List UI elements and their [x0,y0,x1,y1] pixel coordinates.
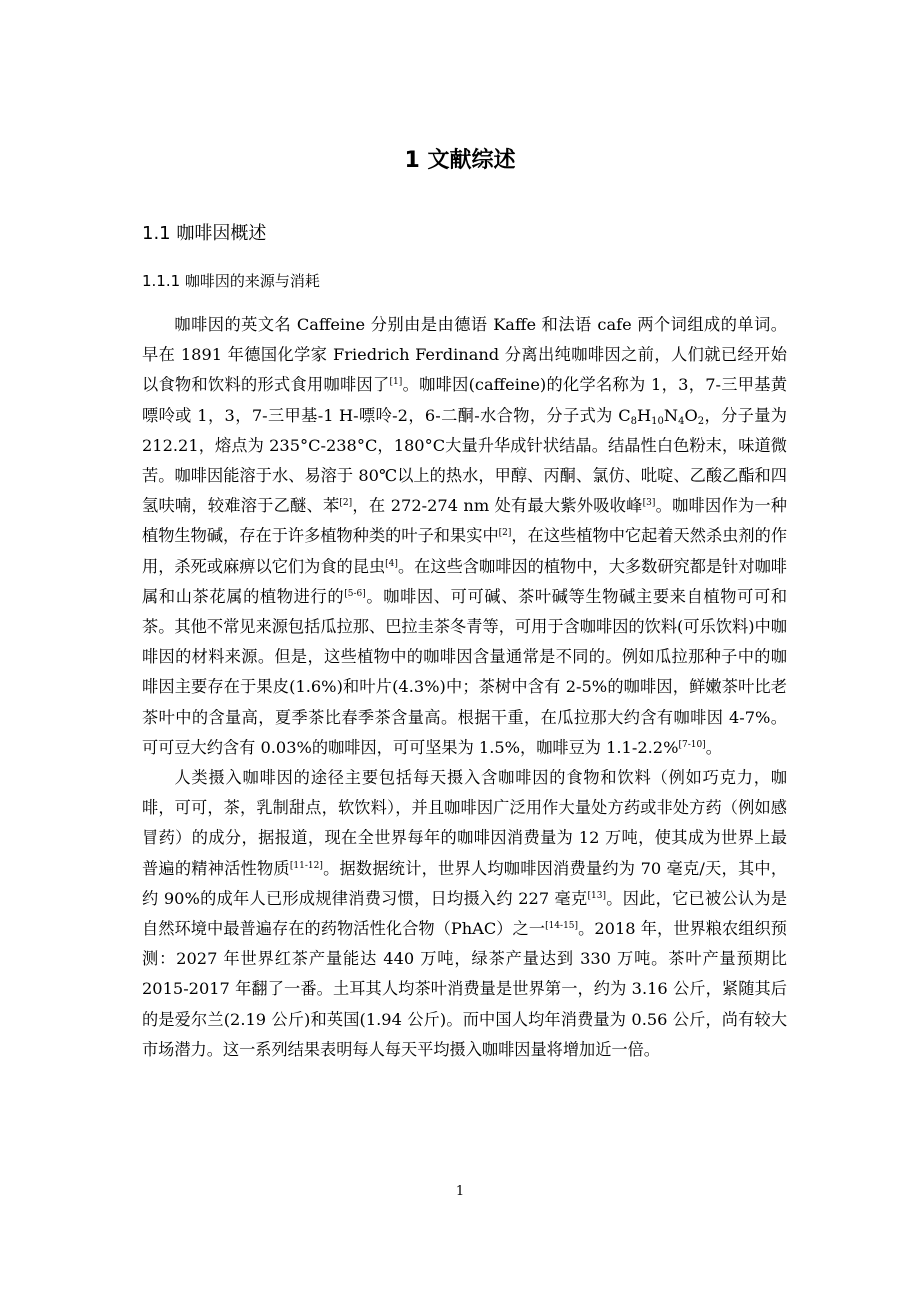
citation-ref: [1] [389,377,403,388]
formula-subscript: 2 [697,415,705,427]
citation-ref: [3] [642,498,656,509]
citation-ref: [7-10] [678,739,706,750]
formula-element: N [663,405,679,425]
formula-element: H [637,405,652,425]
text-run: ，分子量为 212.21，熔点为 235°C-238°C，180°C大量升华成针状结晶。结晶性白色粉末，味道微苦。咖啡因能溶于水、易溶于 80℃以上的热水，甲醇、丙酮、氯仿、吡啶、乙酸乙酯和四氢呋喃，较难溶于乙醚、苯 [142,405,787,516]
text-run: 。据数据统计，世界人均咖啡因消费量约为 70 毫克/天，其中，约 90%的成年人已形成规律消费习惯，日均摄入约 227 毫克 [142,858,788,908]
formula-element: O [684,405,698,425]
subsection-heading: 1.1.1 咖啡因的来源与消耗 [142,272,320,290]
formula-subscript: 8 [630,415,638,427]
citation-ref: [4] [385,558,398,569]
body-text [142,310,787,1065]
text-run: 。因此，它已被公认为是自然环境中最普遍存在的药物活性化合物（PhAC）之一 [142,888,788,939]
paragraph-caffeine-consumption [142,763,787,1065]
text-run: ，在 272-274 nm 处有最大紫外吸收峰 [352,496,643,516]
citation-ref: [13] [587,890,606,901]
citation-ref: [11-12] [289,860,323,871]
citation-ref: [14-15] [545,921,579,932]
text-run: 。在这些含咖啡因的植物中，大多数研究都是针对咖啡属和山茶花属的植物进行的 [142,556,787,606]
citation-ref: [5-6] [344,588,366,599]
text-run: 。2018 年，世界粮农组织预测：2027 年世界红茶产量能达 440 万吨，绿茶产量达到 330 万吨。茶叶产量预期比 2015-2017 年翻了一番。土耳其人均茶叶消费量是世界第一，约为 3.16 公斤，紧随其后的是爱尔兰(2.19 公斤)和英国(1.94 公斤)。而中国人均年消费量为 0.56 公斤，尚有较大市场潜力。这一系列结果表明每人每天平均摄入咖啡因量将增加近一倍。 [142,919,787,1059]
formula-subscript: 4 [678,415,685,427]
text-run: 咖啡因的英文名 Caffeine 分别由是由德语 Kaffe 和法语 cafe 两个词组成的单词。早在 1891 年德国化学家 Friedrich Ferdinand 分离出纯咖啡因之前，人们就已经开始以食物和饮料的形式食用咖啡因了 [142,315,787,395]
text-run: 。咖啡因作为一种植物生物碱，存在于许多植物种类的叶子和果实中 [142,496,787,546]
text-run: ，在这些植物中它起着天然杀虫剂的作用，杀死或麻痹以它们为食的昆虫 [142,526,788,576]
text-run: 。咖啡因、可可碱、茶叶碱等生物碱主要来自植物可可和茶。其他不常见来源包括瓜拉那、巴拉圭茶冬青等，可用于含咖啡因的饮料(可乐饮料)中咖啡因的材料来源。但是，这些植物中的咖啡因含量通常是不同的。例如瓜拉那种子中的咖啡因主要存在于果皮(1.6%)和叶片(4.3%)中；茶树中含有 2-5%的咖啡因，鲜嫩茶叶比老茶叶中的含量高，夏季茶比春季茶含量高。根据干重，在瓜拉那大约含有咖啡因 4-7%。可可豆大约含有 0.03%的咖啡因，可可坚果为 1.5%，咖啡豆为 1.1-2.2% [142,586,788,757]
text-run: 。 [705,737,722,757]
chapter-title: 1 文献综述 [404,148,516,173]
citation-ref: [2] [339,498,353,509]
section-heading: 1.1 咖啡因概述 [142,223,267,244]
text-run: 。咖啡因(caffeine)的化学名称为 1，3，7-三甲基黄嘌呤或 1，3，7-三甲基-1 H-嘌呤-2，6-二酮-水合物，分子式为 C [142,375,788,425]
paragraph-caffeine-origin [142,310,787,763]
text-run: 人类摄入咖啡因的途径主要包括每天摄入含咖啡因的食物和饮料（例如巧克力，咖啡，可可，茶，乳制甜点，软饮料），并且咖啡因广泛用作大量处方药或非处方药（例如感冒药）的成分，据报道，现在全世界每年的咖啡因消费量为 12 万吨，使其成为世界上最普遍的精神活性物质 [142,768,787,878]
formula-subscript: 10 [651,415,664,427]
citation-ref: [2] [498,528,512,539]
page-number: 1 [455,1184,465,1199]
